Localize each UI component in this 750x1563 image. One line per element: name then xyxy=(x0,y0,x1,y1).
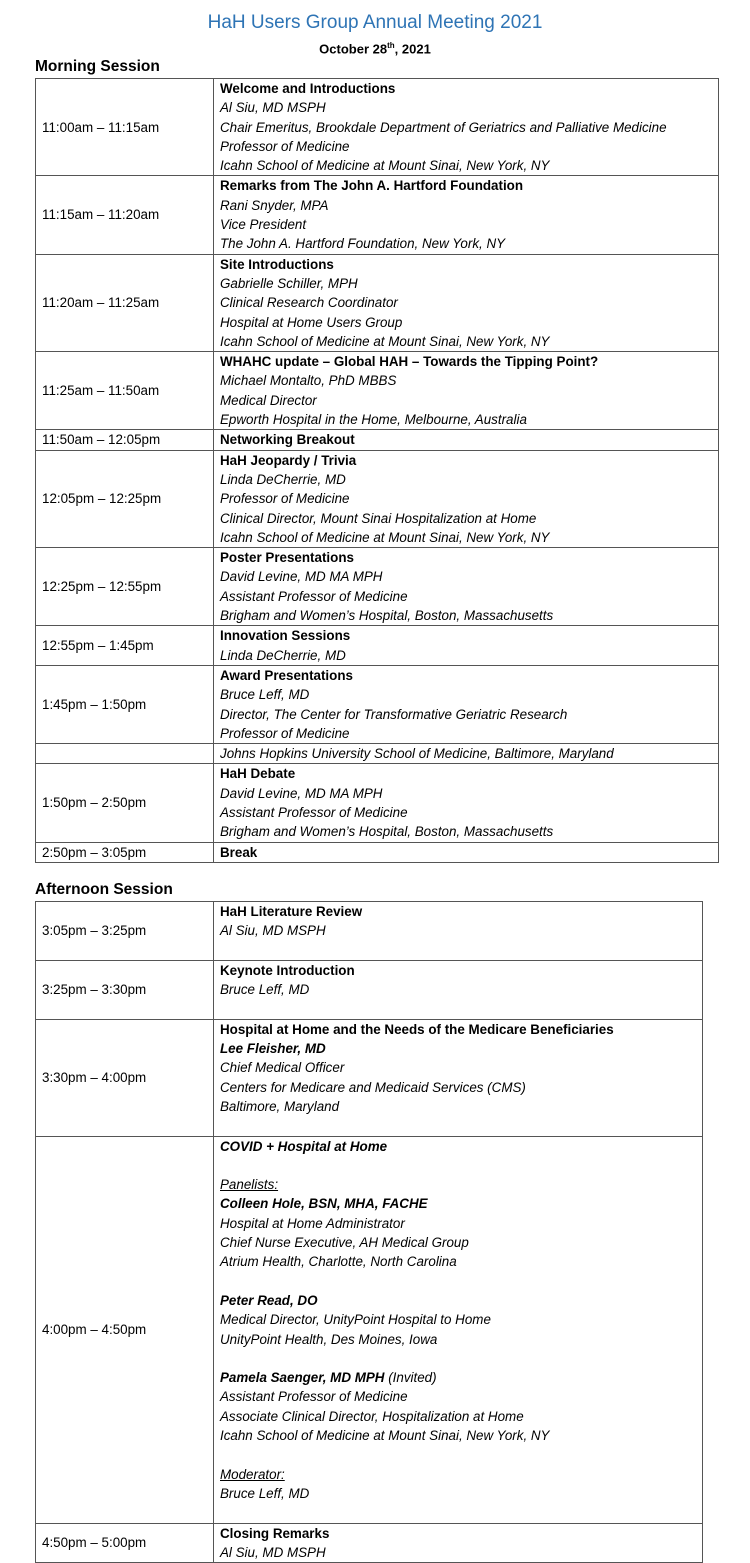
detail-text: Assistant Professor of Medicine xyxy=(220,588,408,604)
detail-text: The John A. Hartford Foundation, New York, NY xyxy=(220,236,506,252)
detail-line xyxy=(220,1116,702,1135)
detail-line xyxy=(220,961,702,980)
detail-text: Site Introductions xyxy=(220,256,334,272)
session-time: 11:20am – 11:25am xyxy=(36,254,214,351)
detail-line xyxy=(220,118,718,137)
schedule-row xyxy=(36,548,719,626)
detail-line xyxy=(220,744,718,763)
detail-line xyxy=(220,255,718,274)
session-details xyxy=(214,430,719,450)
detail-line xyxy=(220,1426,702,1445)
detail-line xyxy=(220,1039,702,1058)
session-time: 3:25pm – 3:30pm xyxy=(36,960,214,1019)
session-time: 3:30pm – 4:00pm xyxy=(36,1019,214,1136)
detail-text: Award Presentations xyxy=(220,667,353,683)
detail-text: Networking Breakout xyxy=(220,432,355,448)
detail-line xyxy=(220,509,718,528)
session-time: 4:00pm – 4:50pm xyxy=(36,1136,214,1523)
detail-text: Professor of Medicine xyxy=(220,491,350,507)
detail-text: Atrium Health, Charlotte, North Carolina xyxy=(220,1254,457,1270)
detail-text: Rani Snyder, MPA xyxy=(220,197,329,213)
detail-line xyxy=(220,234,718,253)
detail-line xyxy=(220,784,718,803)
detail-line xyxy=(220,1484,702,1503)
detail-line xyxy=(220,1330,702,1349)
detail-text: Hospital at Home Users Group xyxy=(220,314,403,330)
detail-line xyxy=(220,822,718,841)
session-details xyxy=(214,626,719,666)
session-time xyxy=(36,744,214,764)
detail-line xyxy=(220,606,718,625)
detail-line xyxy=(220,196,718,215)
session-details xyxy=(214,254,719,351)
schedule-row xyxy=(36,254,719,351)
session-details xyxy=(214,1136,703,1523)
detail-line xyxy=(220,567,718,586)
detail-text: HaH Debate xyxy=(220,766,296,782)
detail-text: Chief Medical Officer xyxy=(220,1060,345,1076)
detail-text: Lee Fleisher, MD xyxy=(220,1041,326,1057)
detail-text: HaH Literature Review xyxy=(220,904,363,919)
detail-line xyxy=(220,352,718,371)
schedule-row xyxy=(36,79,719,176)
detail-text: Epworth Hospital in the Home, Melbourne, Australia xyxy=(220,412,527,428)
detail-text: Panelists: xyxy=(220,1177,279,1193)
detail-text: David Levine, MD MA MPH xyxy=(220,569,383,585)
detail-text: Assistant Professor of Medicine xyxy=(220,804,408,820)
detail-text: Clinical Research Coordinator xyxy=(220,295,398,311)
detail-text: Colleen Hole, BSN, MHA, FACHE xyxy=(220,1196,428,1212)
morning-schedule-table xyxy=(35,78,719,863)
detail-text: Brigham and Women’s Hospital, Boston, Massachusetts xyxy=(220,608,554,624)
detail-line xyxy=(220,803,718,822)
detail-line xyxy=(220,1445,702,1464)
detail-line xyxy=(220,156,718,175)
detail-line xyxy=(220,293,718,312)
detail-text: Bruce Leff, MD xyxy=(220,687,310,703)
schedule-row xyxy=(36,960,703,1019)
detail-line xyxy=(220,705,718,724)
detail-line xyxy=(220,587,718,606)
morning-session-heading: Morning Session xyxy=(35,58,160,75)
detail-text: Pamela Saenger, MD MPH xyxy=(220,1370,385,1386)
detail-text: Icahn School of Medicine at Mount Sinai, New York, NY xyxy=(220,158,550,174)
detail-text: Centers for Medicare and Medicaid Services (CMS) xyxy=(220,1079,526,1095)
detail-line xyxy=(220,1310,702,1329)
detail-line xyxy=(220,1233,702,1252)
detail-text: HaH Jeopardy / Trivia xyxy=(220,452,357,468)
detail-text: Remarks from The John A. Hartford Foundation xyxy=(220,178,524,194)
detail-line xyxy=(220,1543,702,1562)
date-ordinal: th xyxy=(387,41,395,50)
schedule-row xyxy=(36,430,719,450)
detail-text: Keynote Introduction xyxy=(220,962,355,978)
detail-line xyxy=(220,1137,702,1156)
detail-text: Medical Director xyxy=(220,392,317,408)
session-time: 3:05pm – 3:25pm xyxy=(36,902,214,961)
detail-line xyxy=(220,1465,702,1484)
session-details xyxy=(214,764,719,842)
detail-line xyxy=(220,1272,702,1291)
detail-text: Hospital at Home and the Needs of the Medicare Beneficiaries xyxy=(220,1021,614,1037)
detail-text: Icahn School of Medicine at Mount Sinai, New York, NY xyxy=(220,1428,550,1444)
schedule-row xyxy=(36,1019,703,1136)
session-details xyxy=(214,176,719,254)
schedule-row xyxy=(36,1523,703,1563)
detail-line xyxy=(220,941,702,960)
detail-line xyxy=(220,1078,702,1097)
detail-text: Hospital at Home Administrator xyxy=(220,1215,405,1231)
detail-line xyxy=(220,1020,702,1039)
detail-line xyxy=(220,626,718,645)
detail-text: Linda DeCherrie, MD xyxy=(220,471,346,487)
detail-text: Brigham and Women’s Hospital, Boston, Massachusetts xyxy=(220,824,554,840)
detail-text: Innovation Sessions xyxy=(220,628,351,644)
detail-line xyxy=(220,1368,702,1387)
detail-line xyxy=(220,79,718,98)
detail-text: Medical Director, UnityPoint Hospital to Home xyxy=(220,1312,491,1328)
detail-text: Gabrielle Schiller, MPH xyxy=(220,275,358,291)
detail-line xyxy=(220,1387,702,1406)
detail-line xyxy=(220,1194,702,1213)
detail-text: Associate Clinical Director, Hospitalization at Home xyxy=(220,1408,524,1424)
detail-text: Poster Presentations xyxy=(220,550,354,566)
detail-text: Al Siu, MD MSPH xyxy=(220,923,326,939)
detail-text: Break xyxy=(220,844,258,860)
detail-line xyxy=(220,1524,702,1543)
detail-text: Icahn School of Medicine at Mount Sinai, New York, NY xyxy=(220,333,550,349)
detail-text: Professor of Medicine xyxy=(220,138,350,154)
detail-text: Closing Remarks xyxy=(220,1525,330,1541)
meeting-date xyxy=(0,37,750,57)
detail-line xyxy=(220,764,718,783)
detail-line xyxy=(220,666,718,685)
session-time: 11:50am – 12:05pm xyxy=(36,430,214,450)
schedule-row xyxy=(36,665,719,743)
detail-line xyxy=(220,1503,702,1522)
schedule-row xyxy=(36,1136,703,1523)
detail-text: Chief Nurse Executive, AH Medical Group xyxy=(220,1235,469,1251)
detail-text: Baltimore, Maryland xyxy=(220,1098,340,1114)
detail-line xyxy=(220,1291,702,1310)
detail-line xyxy=(220,1214,702,1233)
detail-line xyxy=(220,843,718,862)
detail-text: Professor of Medicine xyxy=(220,725,350,741)
page-title: HaH Users Group Annual Meeting 2021 xyxy=(207,12,543,33)
detail-text: Bruce Leff, MD xyxy=(220,982,310,998)
detail-text: WHAHC update – Global HAH – Towards the Tipping Point? xyxy=(220,354,599,370)
detail-line xyxy=(220,528,718,547)
detail-line xyxy=(220,391,718,410)
detail-line xyxy=(220,274,718,293)
session-time: 12:25pm – 12:55pm xyxy=(36,548,214,626)
detail-line xyxy=(220,1349,702,1368)
detail-line xyxy=(220,489,718,508)
detail-line xyxy=(220,176,718,195)
detail-line xyxy=(220,313,718,332)
detail-line xyxy=(220,332,718,351)
detail-text: Welcome and Introductions xyxy=(220,81,396,96)
detail-line xyxy=(220,685,718,704)
detail-line xyxy=(220,1097,702,1116)
session-details xyxy=(214,548,719,626)
detail-text: Linda DeCherrie, MD xyxy=(220,647,346,663)
session-details xyxy=(214,1523,703,1563)
session-details xyxy=(214,79,719,176)
detail-line xyxy=(220,902,702,921)
session-details xyxy=(214,1019,703,1136)
schedule-row xyxy=(36,842,719,862)
detail-text: Peter Read, DO xyxy=(220,1292,318,1308)
detail-text: David Levine, MD MA MPH xyxy=(220,785,383,801)
session-time: 1:50pm – 2:50pm xyxy=(36,764,214,842)
detail-line xyxy=(220,724,718,743)
detail-line xyxy=(220,371,718,390)
detail-line xyxy=(220,999,702,1018)
session-details xyxy=(214,902,703,961)
schedule-row xyxy=(36,764,719,842)
detail-line xyxy=(220,1175,702,1194)
detail-text: Michael Montalto, PhD MBBS xyxy=(220,373,397,389)
detail-line xyxy=(220,1058,702,1077)
detail-text: Director, The Center for Transformative Geriatric Research xyxy=(220,706,568,722)
session-time: 11:25am – 11:50am xyxy=(36,352,214,430)
detail-line xyxy=(220,1156,702,1175)
detail-line xyxy=(220,1252,702,1271)
detail-text: COVID + Hospital at Home xyxy=(220,1138,388,1154)
detail-text: Vice President xyxy=(220,217,307,233)
detail-line xyxy=(220,430,718,449)
session-time: 12:55pm – 1:45pm xyxy=(36,626,214,666)
detail-text: Moderator: xyxy=(220,1466,285,1482)
afternoon-schedule-table xyxy=(35,901,703,1563)
session-time: 12:05pm – 12:25pm xyxy=(36,450,214,547)
detail-text: Al Siu, MD MSPH xyxy=(220,100,326,116)
session-details xyxy=(214,665,719,743)
detail-line xyxy=(220,548,718,567)
schedule-row xyxy=(36,744,719,764)
detail-suffix: (Invited) xyxy=(384,1370,437,1386)
detail-text: Bruce Leff, MD xyxy=(220,1485,310,1501)
detail-text: Clinical Director, Mount Sinai Hospitalization at Home xyxy=(220,510,537,526)
session-details xyxy=(214,352,719,430)
date-year: , 2021 xyxy=(394,41,431,57)
session-details xyxy=(214,960,703,1019)
detail-line xyxy=(220,646,718,665)
session-details xyxy=(214,450,719,547)
detail-text: Assistant Professor of Medicine xyxy=(220,1389,408,1405)
detail-line xyxy=(220,980,702,999)
schedule-row xyxy=(36,352,719,430)
detail-line xyxy=(220,215,718,234)
session-time: 1:45pm – 1:50pm xyxy=(36,665,214,743)
detail-text: UnityPoint Health, Des Moines, Iowa xyxy=(220,1331,438,1347)
schedule-row xyxy=(36,626,719,666)
detail-line xyxy=(220,98,718,117)
schedule-row xyxy=(36,902,703,961)
detail-text: Johns Hopkins University School of Medicine, Baltimore, Maryland xyxy=(220,746,614,762)
session-time: 11:00am – 11:15am xyxy=(36,79,214,176)
session-time: 2:50pm – 3:05pm xyxy=(36,842,214,862)
detail-line xyxy=(220,451,718,470)
detail-line xyxy=(220,137,718,156)
session-details xyxy=(214,744,719,764)
session-details xyxy=(214,842,719,862)
detail-line xyxy=(220,1407,702,1426)
detail-line xyxy=(220,470,718,489)
detail-line xyxy=(220,921,702,940)
schedule-row xyxy=(36,450,719,547)
schedule-row xyxy=(36,176,719,254)
date-text: October 28 xyxy=(319,41,388,57)
detail-text: Al Siu, MD MSPH xyxy=(220,1544,326,1560)
session-time: 4:50pm – 5:00pm xyxy=(36,1523,214,1563)
detail-line xyxy=(220,410,718,429)
session-time: 11:15am – 11:20am xyxy=(36,176,214,254)
detail-text: Chair Emeritus, Brookdale Department of Geriatrics and Palliative Medicine xyxy=(220,119,667,135)
afternoon-session-heading: Afternoon Session xyxy=(35,881,173,898)
detail-text: Icahn School of Medicine at Mount Sinai, New York, NY xyxy=(220,529,550,545)
